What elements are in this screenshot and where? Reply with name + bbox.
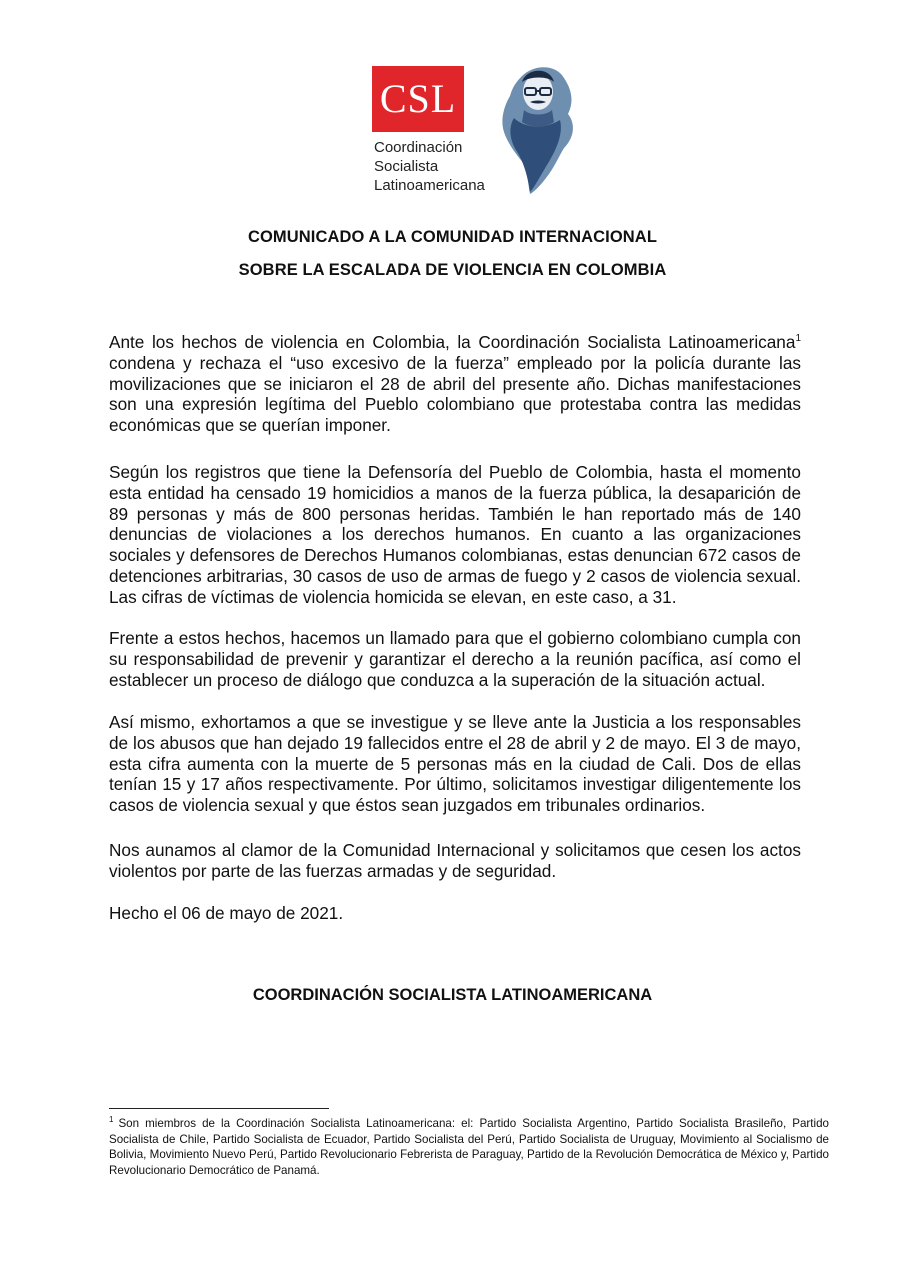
paragraph-1-rest: condena y rechaza el “uso excesivo de la fuerza” empleado por la policía durante las movilizaciones que se iniciaron el 28 de abril del presente año. Dichas manifestaciones son una expresión legítima del Pueblo colombiano que protestaba contra las medidas económicas que se querían imponer.: [109, 352, 801, 436]
paragraph-2: Según los registros que tiene la Defensoría del Pueblo de Colombia, hasta el momento esta entidad ha censado 19 homicidios a manos de la fuerza pública, la desaparición de 89 personas y más de 800 personas heridas. También le han reportado más de 140 denuncias de violaciones a los derechos humanos. En cuanto a las organizaciones sociales y defensores de Derechos Humanos colombianas, estas denuncian 672 casos de detenciones arbitrarias, 30 casos de uso de armas de fuego y 2 casos de violencia sexual. Las cifras de víctimas de violencia homicida se elevan, en este caso, a 31.: [109, 462, 801, 607]
footnote-reference: 1: [795, 333, 801, 344]
org-name-line1: Coordinación: [374, 139, 463, 156]
footnote: [109, 1116, 829, 1178]
paragraph-5: Nos aunamos al clamor de la Comunidad Internacional y solicitamos que cesen los actos violentos por parte de las fuerzas armadas y de seguridad.: [109, 840, 801, 881]
paragraph-4: Así mismo, exhortamos a que se investigue y se lleve ante la Justicia a los responsables de los abusos que han dejado 19 fallecidos entre el 28 de abril y 2 de mayo. El 3 de mayo, esta cifra aumenta con la muerte de 5 personas más en la ciudad de Cali. Dos de ellas tenían 15 y 17 años respectivamente. Por último, solicitamos investigar diligentemente los casos de violencia sexual y que éstos sean juzgados em tribunales ordinarios.: [109, 712, 801, 816]
signature: COORDINACIÓN SOCIALISTA LATINOAMERICANA: [252, 986, 653, 1004]
org-name: [374, 138, 485, 195]
org-name-line3: Latinoamericana: [374, 177, 485, 194]
portrait-map-icon: [494, 58, 576, 196]
document-title-line2: SOBRE LA ESCALADA DE VIOLENCIA EN COLOMBIA: [238, 261, 667, 279]
date-line: Hecho el 06 de mayo de 2021.: [109, 903, 344, 923]
paragraph-1: [109, 332, 801, 436]
csl-logo-box: CSL: [372, 66, 464, 132]
paragraph-1-start: Ante los hechos de violencia en Colombia, la Coordinación Socialista Latinoamericana: [109, 332, 796, 352]
csl-logo: [372, 58, 582, 198]
footnote-divider: [109, 1108, 329, 1109]
org-name-line2: Socialista: [374, 158, 439, 175]
document-title-line1: COMUNICADO A LA COMUNIDAD INTERNACIONAL: [247, 228, 658, 246]
footnote-text: Son miembros de la Coordinación Socialista Latinoamericana: el: Partido Socialista Argentino, Partido Socialista Brasileño, Partido Socialista de Chile, Partido Socialista de Ecuador, Partido Socialista del Perú, Partido Socialista de Uruguay, Movimiento al Socialismo de Bolivia, Movimiento Nuevo Perú, Partido Revolucionario Febrerista de Paraguay, Partido de la Revolución Democrática de México y, Partido Revolucionario Democrático de Panamá.: [109, 1117, 829, 1177]
paragraph-3: Frente a estos hechos, hacemos un llamado para que el gobierno colombiano cumpla con su responsabilidad de prevenir y garantizar el derecho a la reunión pacífica, así como el establecer un proceso de diálogo que conduzca a la superación de la situación actual.: [109, 628, 801, 690]
footnote-marker: 1: [109, 1115, 114, 1124]
